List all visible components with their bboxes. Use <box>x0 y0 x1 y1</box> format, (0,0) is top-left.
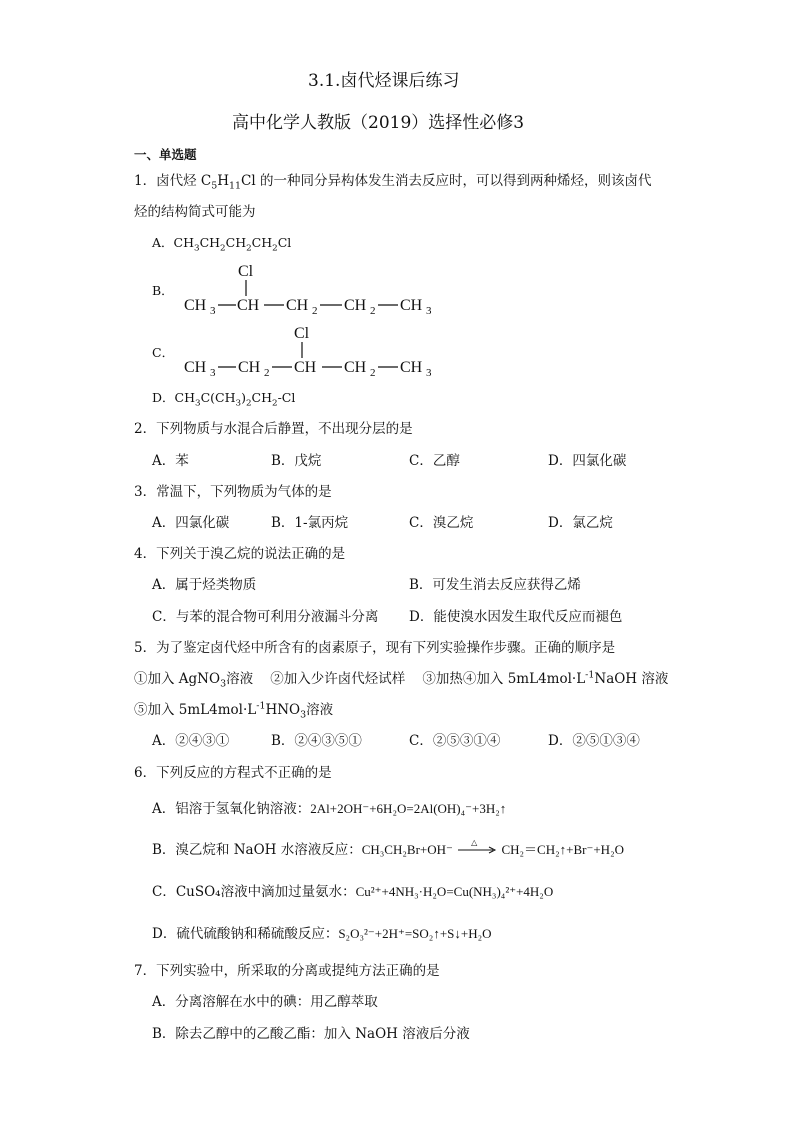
question-3-option-c: C．溴乙烷 <box>409 515 474 531</box>
ch2-group: CH <box>238 359 261 376</box>
ch-group: CH <box>294 359 317 376</box>
question-6-option-b: B．溴乙烷和 NaOH 水溶液反应：CH₃CH₂Br+OH⁻ △ CH₂＝CH₂↑+Br⁻+H₂O <box>152 838 624 858</box>
svg-text:2: 2 <box>370 367 376 379</box>
section-heading: 一、单选题 <box>134 147 197 162</box>
question-6-option-c: C．CuSO₄溶液中滴加过量氨水：Cu²⁺+4NH₃·H₂O=Cu(NH₃)₄²⁺+4H₂O <box>152 884 554 900</box>
svg-text:2: 2 <box>370 305 376 317</box>
question-5-stem: 5．为了鉴定卤代烃中所含有的卤素原子，现有下列实验操作步骤。正确的顺序是 <box>134 640 616 656</box>
svg-text:2: 2 <box>264 367 270 379</box>
svg-text:3: 3 <box>210 367 216 379</box>
svg-text:2: 2 <box>312 305 318 317</box>
svg-text:3: 3 <box>426 367 432 379</box>
equation-d: S₂O₃²⁻+2H⁺=SO₂↑+S↓+H₂O <box>338 926 492 941</box>
ch2-group: CH <box>344 297 367 314</box>
ch3-group: CH <box>400 297 423 314</box>
step-3: ③加热 <box>422 671 463 687</box>
document-title: 3.1.卤代烃课后练习 <box>308 71 460 91</box>
question-2-stem: 2．下列物质与水混合后静置，不出现分层的是 <box>134 421 413 437</box>
question-6-stem: 6．下列反应的方程式不正确的是 <box>134 765 332 781</box>
question-6-option-a: A．铝溶于氢氧化钠溶液：2Al+2OH⁻+6H₂O=2Al(OH)₄⁻+3H₂↑ <box>152 801 507 817</box>
question-1-option-c-label: C． <box>152 345 175 360</box>
question-5-option-d: D．②⑤①③④ <box>548 733 640 749</box>
question-2-option-a: A．苯 <box>152 453 189 469</box>
step-1: ①加入 AgNO$_3$溶液 <box>134 671 254 690</box>
step-2: ②加入少许卤代烃试样 <box>270 671 406 687</box>
question-4-stem: 4．下列关于溴乙烷的说法正确的是 <box>134 546 346 562</box>
ch2-group: CH <box>286 297 309 314</box>
question-4-option-b: B．可发生消去反应获得乙烯 <box>409 577 581 593</box>
question-2-option-b: B．戊烷 <box>271 453 322 469</box>
question-7-stem: 7．下列实验中，所采取的分离或提纯方法正确的是 <box>134 963 440 979</box>
equation-a: 2Al+2OH⁻+6H₂O=2Al(OH)₄⁻+3H₂↑ <box>310 801 507 816</box>
svg-text:3: 3 <box>210 305 216 317</box>
ch3-group: CH <box>184 297 207 314</box>
question-2-option-c: C．乙醇 <box>409 453 460 469</box>
question-7-option-b: B．除去乙醇中的乙酸乙酯：加入 NaOH 溶液后分液 <box>152 1026 470 1042</box>
chlorine-label: Cl <box>294 325 310 342</box>
question-3-option-d: D．氯乙烷 <box>548 515 613 531</box>
question-3-stem: 3．常温下，下列物质为气体的是 <box>134 484 332 500</box>
chlorine-label: Cl <box>238 263 254 280</box>
ch3-group: CH <box>184 359 207 376</box>
equation-b-left: CH₃CH₂Br+OH⁻ <box>361 842 453 857</box>
question-5-option-b: B．②④③⑤① <box>271 733 362 749</box>
step-4: ④加入 $5mL4mol\cdot L^{-1}NaOH$ 溶液 <box>462 669 669 687</box>
structure-2-chloropentane <box>180 260 460 320</box>
question-1-option-d: D．$CH_3C(CH_3)_2CH_2-Cl$ <box>152 390 296 409</box>
ch2-group: CH <box>344 359 367 376</box>
question-6-option-d: D．硫代硫酸钠和稀硫酸反应：S₂O₃²⁻+2H⁺=SO₂↑+S↓+H₂O <box>152 926 492 942</box>
question-5-steps-line1 <box>134 670 668 688</box>
document-subtitle: 高中化学人教版（2019）选择性必修3 <box>232 113 525 133</box>
question-1-option-a: A．$CH_3CH_2CH_2CH_2Cl$ <box>152 235 292 254</box>
question-7-option-a: A．分离溶解在水中的碘：用乙醇萃取 <box>152 994 378 1010</box>
ch-group: CH <box>237 297 260 314</box>
question-5-steps-line2: ⑤加入 $5mL4mol\cdot L^{-1}HNO_3$溶液 <box>134 700 334 721</box>
question-1-stem-line2: 烃的结构简式可能为 <box>134 204 256 220</box>
question-3-option-a: A．四氯化碳 <box>152 515 230 531</box>
question-4-option-a: A．属于烃类物质 <box>152 577 257 593</box>
equation-b-right: CH₂＝CH₂↑+Br⁻+H₂O <box>501 842 624 857</box>
question-3-option-b: B．1-氯丙烷 <box>271 515 349 531</box>
question-1-option-b-label: B． <box>152 283 174 298</box>
question-5-option-a: A．②④③① <box>152 733 230 749</box>
question-5-option-c: C．②⑤③①④ <box>409 733 501 749</box>
ch3-group: CH <box>400 359 423 376</box>
equation-c: Cu²⁺+4NH₃·H₂O=Cu(NH₃)₄²⁺+4H₂O <box>355 884 554 899</box>
question-1-stem: 1．卤代烃 $C_5H_{11}Cl$ 的一种同分异构体发生消去反应时，可以得到两种烯烃，则该卤代 <box>134 173 652 192</box>
structure-3-chloropentane <box>180 322 460 382</box>
heat-arrow: △ <box>457 842 497 856</box>
question-2-option-d: D．四氯化碳 <box>548 453 627 469</box>
question-4-option-c: C．与苯的混合物可利用分液漏斗分离 <box>152 609 379 625</box>
svg-text:3: 3 <box>426 305 432 317</box>
question-4-option-d: D．能使溴水因发生取代反应而褪色 <box>409 609 623 625</box>
